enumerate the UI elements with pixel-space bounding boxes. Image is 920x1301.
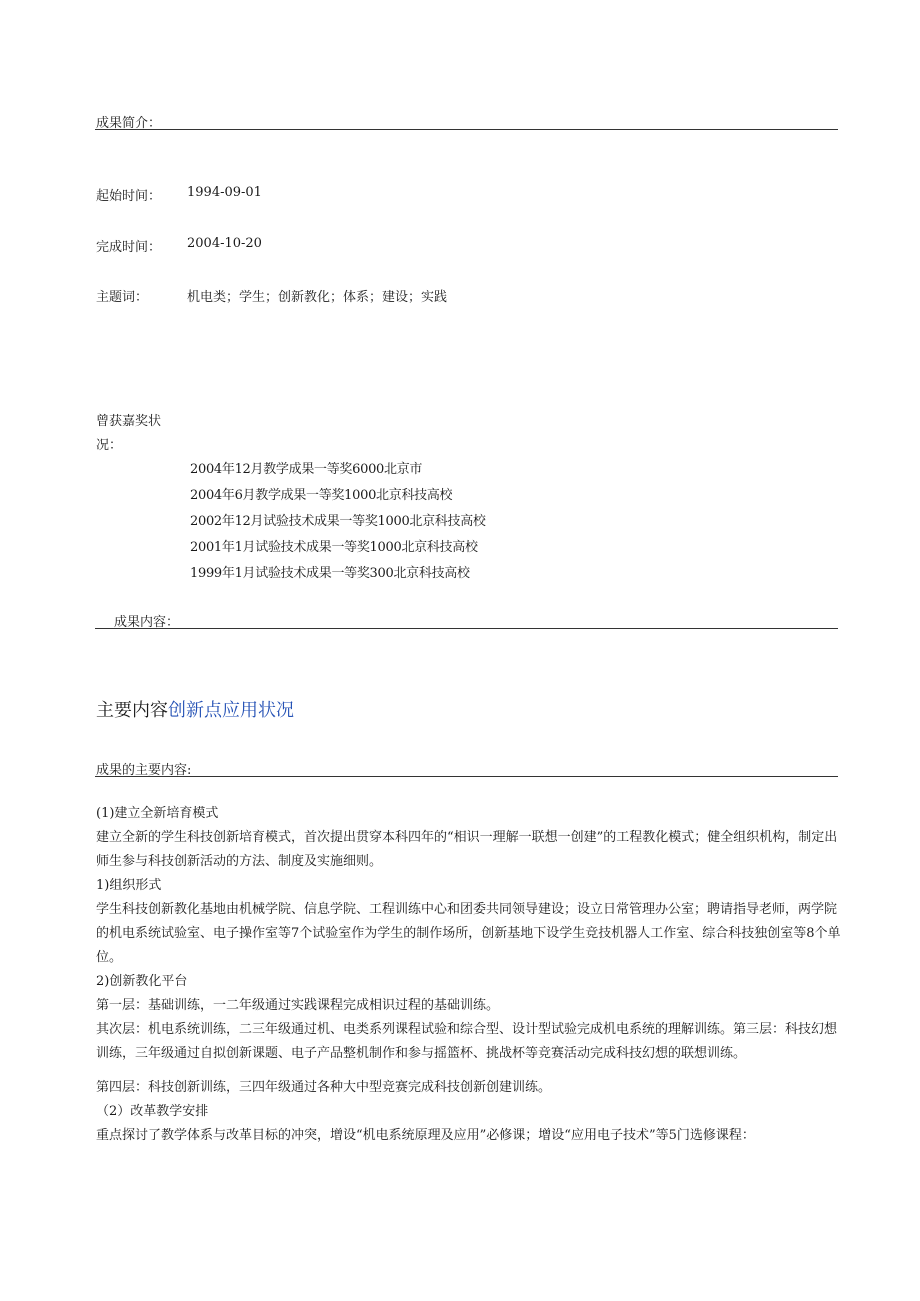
end-time-value: 2004-10-20 <box>187 236 262 251</box>
start-time-label: 起始时间： <box>96 189 162 204</box>
paragraph: 建立全新的学生科技创新培育模式，首次提出贯穿本科四年的“相识一理解一联想一创建”的工程教化模式；健全组织机构，制定出师生参与科技创新活动的方法、制度及实施细则。 <box>96 830 838 869</box>
main-heading <box>96 696 294 722</box>
end-time-label: 完成时间： <box>96 240 162 255</box>
award-item: 2004年12月教学成果一等奖6000北京市 <box>190 462 423 477</box>
paragraph: 第一层：基础训练，一二年级通过实践课程完成相识过程的基础训练。 <box>96 998 500 1013</box>
main-content-divider <box>95 776 838 777</box>
award-item: 2004年6月教学成果一等奖1000北京科技高校 <box>190 488 453 503</box>
summary-divider <box>95 129 838 130</box>
paragraph: 第四层：科技创新训练，三四年级通过各种大中型竞赛完成科技创新创建训练。 <box>96 1080 552 1095</box>
award-item: 2002年12月试验技术成果一等奖1000北京科技高校 <box>190 514 486 529</box>
content-section-label: 成果内容： <box>114 615 180 630</box>
awards-label-line1: 曾获嘉奖状 <box>96 414 162 429</box>
paragraph: 重点探讨了教学体系与改革目标的冲突，增设“机电系统原理及应用”必修课；增设“应用电子技术”等5门选修课程： <box>96 1128 755 1143</box>
paragraph: (1)建立全新培育模式 <box>96 806 219 821</box>
paragraph: 学生科技创新教化基地由机械学院、信息学院、工程训练中心和团委共同领导建设；设立日常管理办公室；聘请指导老师，两学院的机电系统试验室、电子操作室等7个试验室作为学生的制作场所，创新基地下设学生竞技机器人工作室、综合科技独创室等8个单位。 <box>96 902 841 965</box>
awards-label-line2: 况： <box>96 438 123 453</box>
innovation-link[interactable]: 创新点应用状况 <box>168 700 294 721</box>
summary-section-label: 成果简介： <box>96 116 162 131</box>
award-item: 2001年1月试验技术成果一等奖1000北京科技高校 <box>190 540 478 555</box>
paragraph: 1)组织形式 <box>96 878 162 893</box>
paragraph: 2)创新教化平台 <box>96 974 188 989</box>
main-content-label: 成果的主要内容: <box>96 763 192 778</box>
content-divider <box>95 628 838 629</box>
start-time-value: 1994-09-01 <box>187 185 262 200</box>
subject-label: 主题词： <box>96 290 149 305</box>
subject-value: 机电类；学生；创新教化；体系；建设；实践 <box>187 290 448 305</box>
paragraph: （2）改革教学安排 <box>96 1104 209 1119</box>
main-heading-prefix: 主要内容 <box>96 700 168 721</box>
paragraph: 其次层：机电系统训练，二三年级通过机、电类系列课程试验和综合型、设计型试验完成机电系统的理解训练。第三层：科技幻想训练，三年级通过自拟创新课题、电子产品整机制作和参与摇篮杯、挑战杯等竞赛活动完成科技幻想的联想训练。 <box>96 1022 838 1061</box>
award-item: 1999年1月试验技术成果一等奖300北京科技高校 <box>190 566 470 581</box>
main-content-body <box>96 802 841 1148</box>
